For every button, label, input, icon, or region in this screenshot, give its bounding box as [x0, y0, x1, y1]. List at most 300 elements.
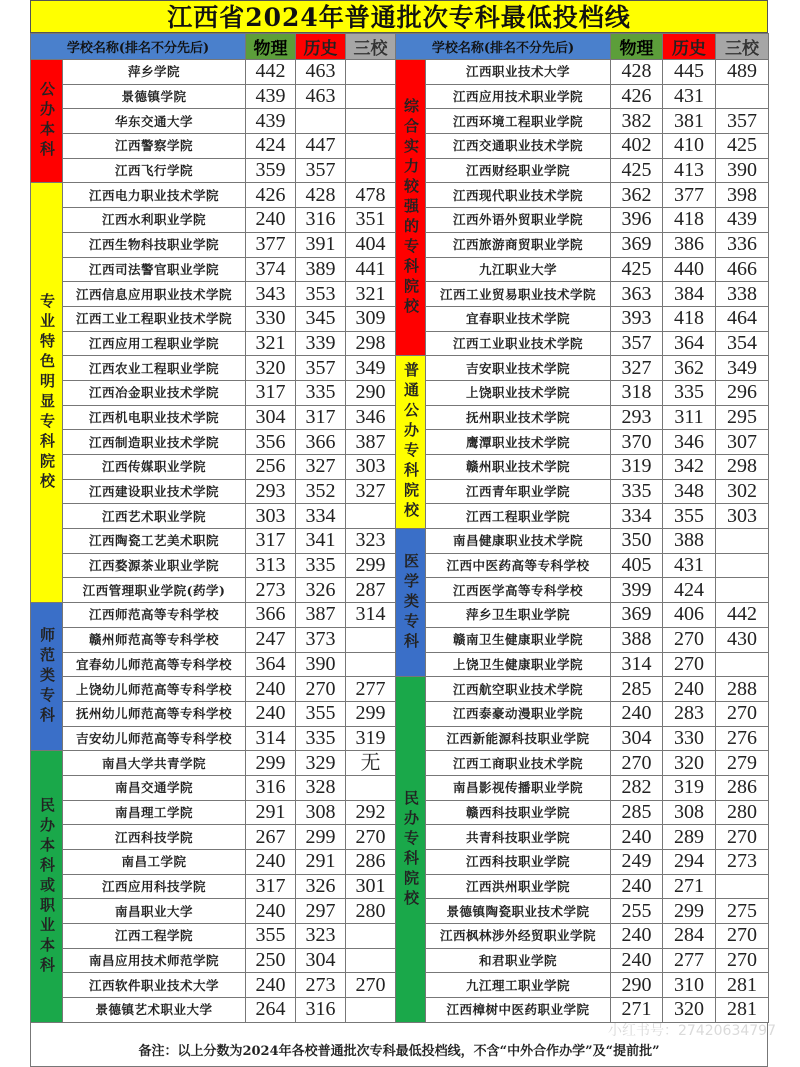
table-row — [396, 405, 769, 430]
sanxiao-score: 327 — [346, 479, 396, 504]
history-score: 273 — [296, 973, 346, 998]
sanxiao-score — [346, 998, 396, 1023]
sanxiao-score: 425 — [716, 134, 769, 159]
school-name: 江西师范高等专科学校 — [63, 603, 246, 628]
school-name: 和君职业学院 — [426, 948, 611, 973]
physics-score: 370 — [611, 430, 663, 455]
physics-score: 240 — [246, 973, 296, 998]
sanxiao-score — [346, 775, 396, 800]
school-name: 江西科技学院 — [63, 825, 246, 850]
history-score: 327 — [296, 455, 346, 480]
history-score: 366 — [296, 430, 346, 455]
table-row — [396, 306, 769, 331]
table-row — [31, 973, 396, 998]
physics-score: 264 — [246, 998, 296, 1023]
school-name: 江西医学高等专科学校 — [426, 578, 611, 603]
physics-score: 240 — [246, 899, 296, 924]
history-score: 424 — [663, 578, 716, 603]
school-name: 江西财经职业学院 — [426, 158, 611, 183]
school-name: 南昌应用技术师范学院 — [63, 948, 246, 973]
table-row — [31, 652, 396, 677]
table-row — [31, 84, 396, 109]
history-score: 447 — [296, 134, 346, 159]
physics-score: 313 — [246, 553, 296, 578]
physics-score: 318 — [611, 380, 663, 405]
table-row — [31, 825, 396, 850]
school-name: 江西婺源茶业职业学院 — [63, 553, 246, 578]
header-history: 历史 — [296, 34, 346, 60]
physics-score: 314 — [611, 652, 663, 677]
history-score: 390 — [296, 652, 346, 677]
physics-score: 291 — [246, 800, 296, 825]
header-school-name: 学校名称(排名不分先后) — [396, 34, 611, 60]
history-score: 355 — [296, 701, 346, 726]
school-name: 华东交通大学 — [63, 109, 246, 134]
sanxiao-score: 270 — [346, 825, 396, 850]
physics-score: 343 — [246, 282, 296, 307]
physics-score: 428 — [611, 60, 663, 85]
sanxiao-score — [716, 652, 769, 677]
table-row — [396, 627, 769, 652]
school-name: 江西泰豪动漫职业学院 — [426, 701, 611, 726]
physics-score: 299 — [246, 751, 296, 776]
history-score: 353 — [296, 282, 346, 307]
history-score: 357 — [296, 158, 346, 183]
history-score: 284 — [663, 924, 716, 949]
physics-score: 362 — [611, 183, 663, 208]
physics-score: 320 — [246, 356, 296, 381]
history-score: 445 — [663, 60, 716, 85]
header-sanxiao: 三校 — [716, 34, 769, 60]
physics-score: 247 — [246, 627, 296, 652]
table-row — [31, 380, 396, 405]
school-name: 南昌影视传播职业学院 — [426, 775, 611, 800]
school-name: 江西电力职业技术学院 — [63, 183, 246, 208]
history-score: 413 — [663, 158, 716, 183]
history-score: 341 — [296, 529, 346, 554]
header-school-name: 学校名称(排名不分先后) — [31, 34, 246, 60]
physics-score: 388 — [611, 627, 663, 652]
school-name: 江西新能源科技职业学院 — [426, 726, 611, 751]
history-score — [296, 109, 346, 134]
physics-score: 366 — [246, 603, 296, 628]
school-name: 江西水利职业学院 — [63, 208, 246, 233]
table-row — [396, 331, 769, 356]
history-score: 355 — [663, 504, 716, 529]
table-row — [31, 924, 396, 949]
physics-score: 304 — [611, 726, 663, 751]
sanxiao-score — [346, 627, 396, 652]
school-name: 江西飞行学院 — [63, 158, 246, 183]
school-name: 宜春职业技术学院 — [426, 306, 611, 331]
school-name: 抚州职业技术学院 — [426, 405, 611, 430]
sanxiao-score: 346 — [346, 405, 396, 430]
history-score: 334 — [296, 504, 346, 529]
sanxiao-score: 298 — [346, 331, 396, 356]
school-name: 赣西科技职业学院 — [426, 800, 611, 825]
physics-score: 399 — [611, 578, 663, 603]
history-score: 326 — [296, 874, 346, 899]
sanxiao-score: 336 — [716, 232, 769, 257]
sanxiao-score: 387 — [346, 430, 396, 455]
school-name: 江西传媒职业学院 — [63, 455, 246, 480]
category-label: 普通公办专科院校 — [396, 356, 426, 529]
school-name: 江西环境工程职业学院 — [426, 109, 611, 134]
history-score: 357 — [296, 356, 346, 381]
sanxiao-score: 295 — [716, 405, 769, 430]
table-row — [31, 701, 396, 726]
table-row — [31, 529, 396, 554]
sanxiao-score: 398 — [716, 183, 769, 208]
school-name: 江西工商职业技术学院 — [426, 751, 611, 776]
sanxiao-score: 302 — [716, 479, 769, 504]
table-row — [396, 874, 769, 899]
school-name: 九江职业大学 — [426, 257, 611, 282]
school-name: 共青科技职业学院 — [426, 825, 611, 850]
physics-score: 321 — [246, 331, 296, 356]
sanxiao-score: 319 — [346, 726, 396, 751]
history-score: 339 — [296, 331, 346, 356]
school-name: 宜春幼儿师范高等专科学校 — [63, 652, 246, 677]
school-name: 萍乡学院 — [63, 60, 246, 85]
sanxiao-score — [716, 578, 769, 603]
school-name: 南昌职业大学 — [63, 899, 246, 924]
sanxiao-score — [716, 529, 769, 554]
sanxiao-score: 288 — [716, 677, 769, 702]
history-score: 308 — [296, 800, 346, 825]
physics-score: 285 — [611, 677, 663, 702]
school-name: 萍乡卫生职业学院 — [426, 603, 611, 628]
sanxiao-score: 314 — [346, 603, 396, 628]
table-row — [31, 504, 396, 529]
physics-score: 405 — [611, 553, 663, 578]
physics-score: 334 — [611, 504, 663, 529]
category-label: 公办本科 — [31, 60, 63, 183]
school-name: 南昌健康职业技术学院 — [426, 529, 611, 554]
table-row — [396, 430, 769, 455]
sanxiao-score: 299 — [346, 553, 396, 578]
sanxiao-score: 351 — [346, 208, 396, 233]
sanxiao-score: 298 — [716, 455, 769, 480]
physics-score: 317 — [246, 380, 296, 405]
physics-score: 424 — [246, 134, 296, 159]
school-name: 赣州师范高等专科学校 — [63, 627, 246, 652]
history-score: 362 — [663, 356, 716, 381]
sanxiao-score: 286 — [716, 775, 769, 800]
physics-score: 285 — [611, 800, 663, 825]
physics-score: 393 — [611, 306, 663, 331]
physics-score: 240 — [246, 208, 296, 233]
history-score: 291 — [296, 850, 346, 875]
history-score: 346 — [663, 430, 716, 455]
sanxiao-score: 357 — [716, 109, 769, 134]
school-name: 江西洪州职业学院 — [426, 874, 611, 899]
school-name: 赣州职业技术学院 — [426, 455, 611, 480]
history-score: 317 — [296, 405, 346, 430]
physics-score: 426 — [611, 84, 663, 109]
category-label: 医学类专科 — [396, 529, 426, 677]
table-row — [396, 998, 769, 1023]
history-score: 329 — [296, 751, 346, 776]
sanxiao-score: 无 — [346, 751, 396, 776]
physics-score: 357 — [611, 331, 663, 356]
table-row — [396, 553, 769, 578]
school-name: 抚州幼儿师范高等专科学校 — [63, 701, 246, 726]
sanxiao-score — [346, 134, 396, 159]
history-score: 418 — [663, 208, 716, 233]
physics-score: 240 — [611, 825, 663, 850]
history-score: 440 — [663, 257, 716, 282]
school-name: 景德镇艺术职业大学 — [63, 998, 246, 1023]
school-name: 江西冶金职业技术学院 — [63, 380, 246, 405]
school-name: 南昌大学共青学院 — [63, 751, 246, 776]
sanxiao-score: 478 — [346, 183, 396, 208]
sanxiao-score: 270 — [716, 701, 769, 726]
physics-score: 396 — [611, 208, 663, 233]
sanxiao-score: 354 — [716, 331, 769, 356]
physics-score: 290 — [611, 973, 663, 998]
table-row — [396, 973, 769, 998]
sanxiao-score — [346, 158, 396, 183]
physics-score: 327 — [611, 356, 663, 381]
school-name: 江西信息应用职业技术学院 — [63, 282, 246, 307]
physics-score: 442 — [246, 60, 296, 85]
history-score: 463 — [296, 60, 346, 85]
physics-score: 356 — [246, 430, 296, 455]
history-score: 386 — [663, 232, 716, 257]
table-row — [396, 800, 769, 825]
school-name: 江西枫林涉外经贸职业学院 — [426, 924, 611, 949]
sanxiao-score: 323 — [346, 529, 396, 554]
sanxiao-score: 349 — [716, 356, 769, 381]
history-score: 373 — [296, 627, 346, 652]
table-row — [396, 652, 769, 677]
school-name: 江西工程学院 — [63, 924, 246, 949]
history-score: 389 — [296, 257, 346, 282]
physics-score: 314 — [246, 726, 296, 751]
table-row — [31, 775, 396, 800]
table-row — [31, 60, 396, 85]
history-score: 335 — [663, 380, 716, 405]
table-row — [396, 924, 769, 949]
history-score: 270 — [663, 652, 716, 677]
table-row — [31, 800, 396, 825]
sanxiao-score: 280 — [716, 800, 769, 825]
table-row — [31, 430, 396, 455]
physics-score: 317 — [246, 529, 296, 554]
sanxiao-score: 290 — [346, 380, 396, 405]
table-row — [31, 751, 396, 776]
table-row — [31, 257, 396, 282]
history-score: 270 — [296, 677, 346, 702]
header-sanxiao: 三校 — [346, 34, 396, 60]
sanxiao-score: 321 — [346, 282, 396, 307]
physics-score: 317 — [246, 874, 296, 899]
sanxiao-score: 286 — [346, 850, 396, 875]
history-score: 352 — [296, 479, 346, 504]
history-score: 304 — [296, 948, 346, 973]
table-row — [396, 751, 769, 776]
physics-score: 267 — [246, 825, 296, 850]
physics-score: 316 — [246, 775, 296, 800]
sanxiao-score — [716, 874, 769, 899]
sanxiao-score: 281 — [716, 998, 769, 1023]
history-score: 316 — [296, 998, 346, 1023]
history-score: 406 — [663, 603, 716, 628]
sanxiao-score: 273 — [716, 850, 769, 875]
school-name: 江西应用科技学院 — [63, 874, 246, 899]
history-score: 384 — [663, 282, 716, 307]
physics-score: 425 — [611, 158, 663, 183]
physics-score: 282 — [611, 775, 663, 800]
history-score: 271 — [663, 874, 716, 899]
history-score: 364 — [663, 331, 716, 356]
sanxiao-score: 270 — [346, 973, 396, 998]
sanxiao-score — [346, 84, 396, 109]
table-row — [31, 479, 396, 504]
sanxiao-score — [346, 652, 396, 677]
history-score: 463 — [296, 84, 346, 109]
school-name: 江西农业工程职业学院 — [63, 356, 246, 381]
history-score: 323 — [296, 924, 346, 949]
history-score: 388 — [663, 529, 716, 554]
school-name: 江西艺术职业学院 — [63, 504, 246, 529]
history-score: 391 — [296, 232, 346, 257]
sanxiao-score: 307 — [716, 430, 769, 455]
sanxiao-score: 466 — [716, 257, 769, 282]
physics-score: 240 — [246, 850, 296, 875]
history-score: 335 — [296, 380, 346, 405]
history-score: 320 — [663, 751, 716, 776]
physics-score: 240 — [611, 948, 663, 973]
physics-score: 255 — [611, 899, 663, 924]
table-row — [31, 553, 396, 578]
school-name: 江西建设职业技术学院 — [63, 479, 246, 504]
table-row — [396, 775, 769, 800]
table-row — [31, 998, 396, 1023]
history-score: 277 — [663, 948, 716, 973]
physics-score: 240 — [246, 677, 296, 702]
school-name: 江西外语外贸职业学院 — [426, 208, 611, 233]
physics-score: 426 — [246, 183, 296, 208]
history-score: 431 — [663, 84, 716, 109]
sanxiao-score: 303 — [716, 504, 769, 529]
sanxiao-score — [346, 504, 396, 529]
physics-score: 369 — [611, 232, 663, 257]
physics-score: 303 — [246, 504, 296, 529]
physics-score: 273 — [246, 578, 296, 603]
physics-score: 369 — [611, 603, 663, 628]
history-score: 377 — [663, 183, 716, 208]
table-row — [31, 405, 396, 430]
table-row — [31, 282, 396, 307]
table-row — [396, 726, 769, 751]
history-score: 428 — [296, 183, 346, 208]
table-row — [31, 455, 396, 480]
table-row — [396, 183, 769, 208]
history-score: 381 — [663, 109, 716, 134]
school-name: 江西制造职业技术学院 — [63, 430, 246, 455]
table-row — [396, 899, 769, 924]
history-score: 289 — [663, 825, 716, 850]
table-row — [396, 60, 769, 85]
physics-score: 439 — [246, 109, 296, 134]
school-name: 南昌工学院 — [63, 850, 246, 875]
history-score: 335 — [296, 553, 346, 578]
school-name: 江西工程职业学院 — [426, 504, 611, 529]
history-score: 326 — [296, 578, 346, 603]
sanxiao-score: 296 — [716, 380, 769, 405]
sanxiao-score: 390 — [716, 158, 769, 183]
table-row — [31, 306, 396, 331]
school-name: 江西交通职业技术学院 — [426, 134, 611, 159]
header-history: 历史 — [663, 34, 716, 60]
sanxiao-score: 270 — [716, 948, 769, 973]
history-score: 320 — [663, 998, 716, 1023]
table-row — [31, 578, 396, 603]
sanxiao-score: 349 — [346, 356, 396, 381]
history-score: 335 — [296, 726, 346, 751]
header-physics: 物理 — [246, 34, 296, 60]
physics-score: 293 — [611, 405, 663, 430]
physics-score: 439 — [246, 84, 296, 109]
school-name: 上饶卫生健康职业学院 — [426, 652, 611, 677]
sanxiao-score: 277 — [346, 677, 396, 702]
physics-score: 330 — [246, 306, 296, 331]
category-label: 民办本科或职业本科 — [31, 751, 63, 1023]
sanxiao-score: 279 — [716, 751, 769, 776]
sanxiao-score: 301 — [346, 874, 396, 899]
table-row — [31, 948, 396, 973]
history-score: 310 — [663, 973, 716, 998]
table-row — [396, 232, 769, 257]
school-name: 九江理工职业学院 — [426, 973, 611, 998]
history-score: 294 — [663, 850, 716, 875]
physics-score: 256 — [246, 455, 296, 480]
table-row — [396, 948, 769, 973]
physics-score: 240 — [611, 701, 663, 726]
school-name: 吉安幼儿师范高等专科学校 — [63, 726, 246, 751]
table-row — [396, 529, 769, 554]
page-title: 江西省2024年普通批次专科最低投档线 — [30, 0, 768, 33]
sanxiao-score: 338 — [716, 282, 769, 307]
school-name: 南昌理工学院 — [63, 800, 246, 825]
sanxiao-score — [716, 553, 769, 578]
table-row — [396, 603, 769, 628]
history-score: 240 — [663, 677, 716, 702]
school-name: 江西工业贸易职业技术学院 — [426, 282, 611, 307]
table-row — [31, 331, 396, 356]
school-name: 上饶幼儿师范高等专科学校 — [63, 677, 246, 702]
sanxiao-score: 441 — [346, 257, 396, 282]
history-score: 299 — [663, 899, 716, 924]
left-score-table — [30, 33, 396, 1023]
table-row — [396, 578, 769, 603]
school-name: 江西管理职业学院(药学) — [63, 578, 246, 603]
sanxiao-score: 464 — [716, 306, 769, 331]
history-score: 328 — [296, 775, 346, 800]
category-label: 专业特色明显专科院校 — [31, 183, 63, 603]
table-row — [31, 677, 396, 702]
school-name: 江西工业职业技术学院 — [426, 331, 611, 356]
history-score: 330 — [663, 726, 716, 751]
physics-score: 364 — [246, 652, 296, 677]
sanxiao-score: 292 — [346, 800, 396, 825]
table-row — [396, 850, 769, 875]
table-row — [396, 825, 769, 850]
sanxiao-score: 270 — [716, 825, 769, 850]
table-row — [31, 627, 396, 652]
